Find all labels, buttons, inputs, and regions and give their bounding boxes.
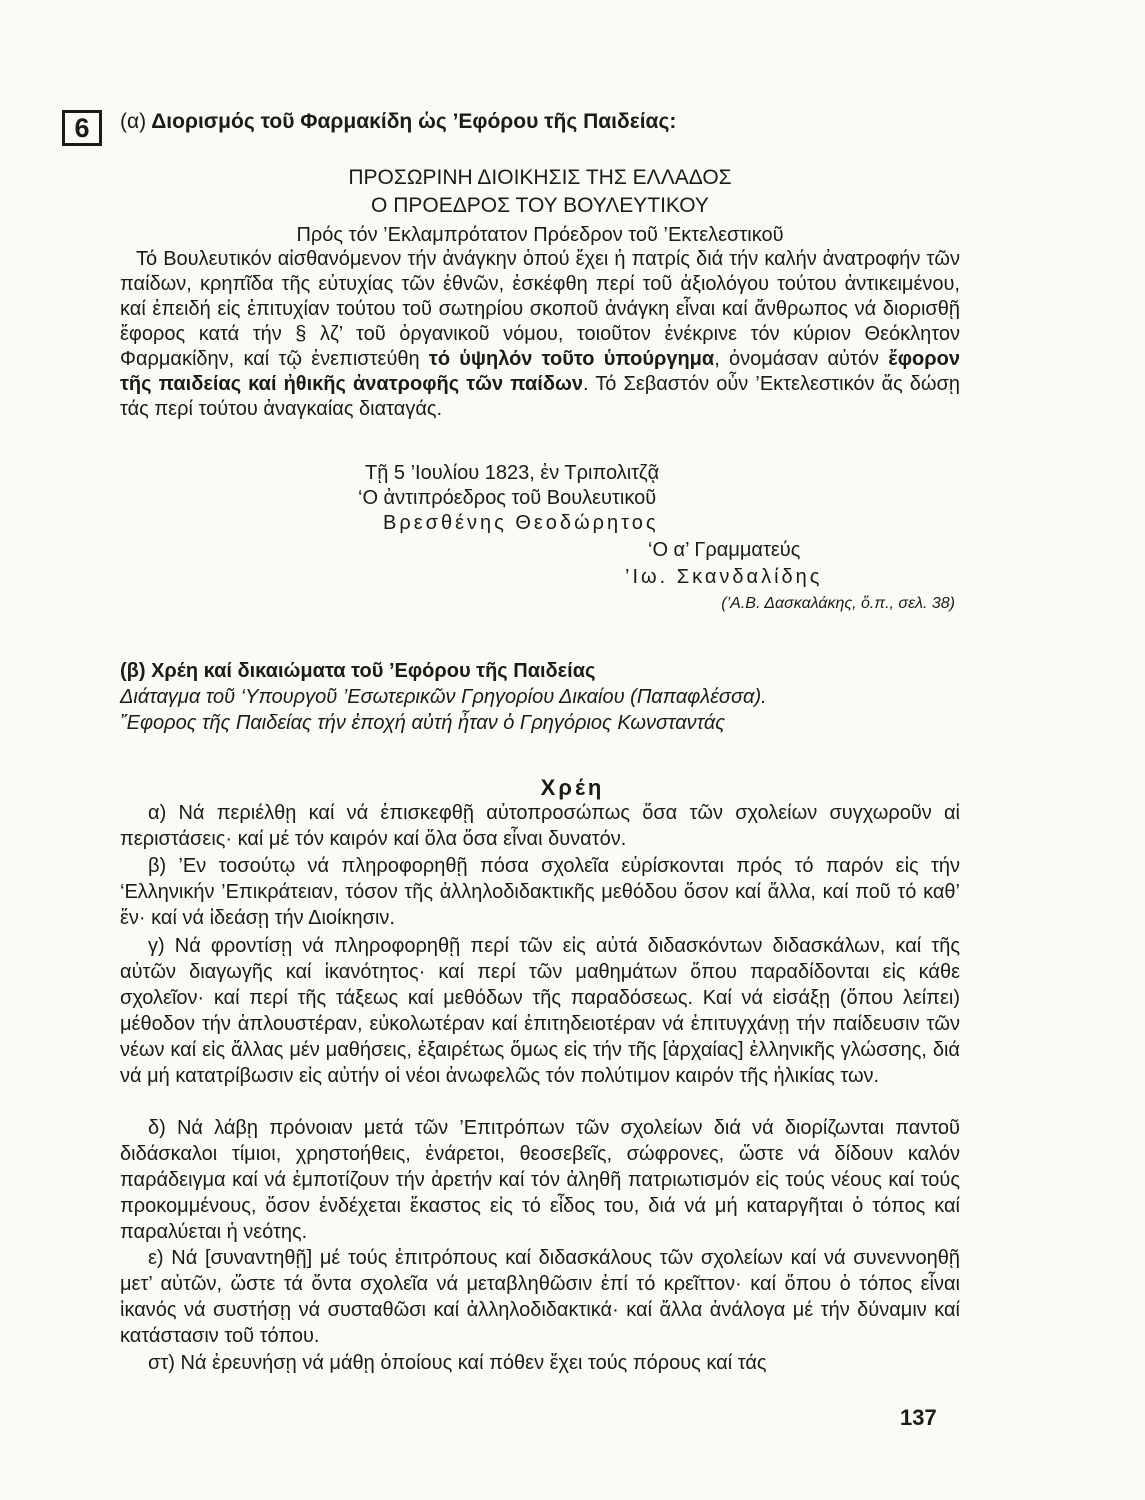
body-bold-2: ἔφορον τῆς παιδείας καί ἠθικῆς ἀνατροφῆς τῶν παίδων xyxy=(120,348,960,395)
section-number-box: 6 xyxy=(62,110,102,146)
date-line: Τῇ 5 ’Ιουλίου 1823, ἐν Τριπολιτζᾷ xyxy=(365,462,660,484)
section-b-subtitle-1: Διάταγμα τοῦ ‘Υπουργοῦ ’Εσωτερικῶν Γρηγορίου Δικαίου (Παπαφλέσσα). xyxy=(120,686,767,708)
body-bold-1: τό ὑψηλόν τοῦτο ὑπούργημα xyxy=(428,348,715,370)
section-a-title: Διορισμός τοῦ Φαρμακίδη ὡς ’Εφόρου τῆς Παιδείας: xyxy=(151,110,677,133)
section-a-label: (α) xyxy=(120,110,147,133)
body-text-3: . Τό Σεβαστόν οὖν ’Εκτελεστικόν ἄς δώσῃ τάς περί τούτου ἀναγκαίας διαταγάς. xyxy=(120,373,961,420)
section-b-title: (β) Χρέη καί δικαιώματα τοῦ ’Εφόρου τῆς Παιδείας xyxy=(120,660,596,682)
document-header-1: ΠΡΟΣΩΡΙΝΗ ΔΙΟΙΚΗΣΙΣ ΤΗΣ ΕΛΛΑΔΟΣ xyxy=(348,166,732,189)
signer-name: Βρεσθένης Θεοδώρητος xyxy=(383,512,659,534)
body-text-1: Τό Βουλευτικόν αἰσθανόμενον τήν ἀνάγκην ὁπού ἔχει ἡ πατρίς διά τήν καλήν ἀνατροφήν τῶν παίδων, κρηπῖδα τῆς εὐτυχίας τῶν ἐθνῶν, ἐσκέφθη περί τοῦ ἀξιολόγου τούτου ἀντικειμένου, καί ἐπειδή εἰς ἐπιτυχίαν τούτου τοῦ σωτηρίου σκοποῦ ἀνάγκη εἶναι καί ἄνθρωπος νά διορισθῇ ἔφορος κατά τήν § λζ’ τοῦ ὀργανικοῦ νόμου, τοιοῦτον ἐνέκρινε τόν κύριον Θεόκλητον Φαρμακίδην, καί τῷ ἐνεπιστεύθη xyxy=(120,248,960,370)
duty-item-a: α) Νά περιέλθῃ καί νά ἐπισκεφθῇ αὐτοπροσώπως ὅσα τῶν σχολείων συγχωροῦν αἱ περιστάσεις· καί μέ τόν καιρόν καί ὅλα ὅσα εἶναι δυνατόν. xyxy=(120,802,960,850)
duty-item-d: δ) Νά λάβῃ πρόνοιαν μετά τῶν ’Επιτρόπων τῶν σχολείων διά νά διορίζωνται παντοῦ διδάσκαλοι τίμιοι, χρηστοήθεις, ἐνάρετοι, θεοσεβεῖς, σώφρονες, ὥστε νά δίδουν καλόν παράδειγμα καί νά ἐμποτίζουν τήν ἀρετήν καί τόν ἀληθῆ πατριωτισμόν εἰς τούς νέους καί τούς προκομμένους, ὅσον ἐνδέχεται ἕκαστος εἰς τό εἶδος του, διά νά μή καταργῆται ὁ τόπος καί παραλύεται ἡ νεότης. xyxy=(120,1117,960,1243)
document-header-2: Ο ΠΡΟΕΔΡΟΣ ΤΟΥ ΒΟΥΛΕΥΤΙΚΟΥ xyxy=(371,194,709,217)
signer-title: ‘Ο ἀντιπρόεδρος τοῦ Βουλευτικοῦ xyxy=(358,487,657,509)
duty-item-b: β) ’Εν τοσούτῳ νά πληροφορηθῇ πόσα σχολεῖα εὑρίσκονται πρός τό παρόν εἰς τήν ‘Ελληνικήν ’Επικράτειαν, τόσον τῆς ἀλληλοδιδακτικῆς μεθόδου ὅσον καί ἄλλα, καί ποῦ τό καθ’ ἕν· καί νά ἰδεάσῃ τήν Διοίκησιν. xyxy=(120,855,960,929)
duty-item-c: γ) Νά φροντίσῃ νά πληροφορηθῇ περί τῶν εἰς αὐτά διδασκόντων διδασκάλων, καί τῆς αὐτῶν διαγωγῆς καί ἱκανότητος· καί περί τῶν μαθημάτων ὅπου παραδίδονται εἰς κάθε σχολεῖον· καί περί τῆς τάξεως καί μεθόδων τῆς παραδόσεως. Καί νά εἰσάξῃ (ὅπου λείπει) μέθοδον τήν ἁπλουστέραν, εὐκολωτέραν καί ἐπιτηδειοτέραν νά ἐπιτυγχάνῃ τήν παίδευσιν τῶν νέων καί εἰς ἄλλας μέν μαθήσεις, ἐξαιρέτως ὅμως εἰς τήν τῆς [ἀρχαίας] ἑλληνικῆς γλώσσης, διά νά μή κατατρίβωσιν εἰς αὐτήν οἱ νέοι ἀνωφελῶς τόν πολύτιμον καιρόν τῆς ἡλικίας των. xyxy=(120,935,960,1087)
secretary-name: ’Ιω. Σκανδαλίδης xyxy=(625,566,823,588)
body-text-2: , ὀνομάσαν αὐτόν xyxy=(714,348,889,370)
document-body xyxy=(120,247,960,422)
document-addressee: Πρός τόν ’Εκλαμπρότατον Πρόεδρον τοῦ ’Εκτελεστικοῦ xyxy=(296,224,784,246)
section-a-heading xyxy=(120,110,676,134)
citation: (’Α.Β. Δασκαλάκης, ὅ.π., σελ. 38) xyxy=(721,595,955,612)
duties-heading: Χρέη xyxy=(540,775,605,800)
section-b-subtitle-2: ῎Εφορος τῆς Παιδείας τήν ἐποχή αὐτή ἦταν ὁ Γρηγόριος Κωνσταντάς xyxy=(120,712,725,734)
page-number: 137 xyxy=(900,1405,937,1430)
secretary-title: ‘Ο α’ Γραμματεύς xyxy=(648,539,801,561)
duty-item-e: ε) Νά [συναντηθῇ] μέ τούς ἐπιτρόπους καί διδασκάλους τῶν σχολείων καί νά συνεννοηθῇ μετ’ αὐτῶν, ὥστε τά ὄντα σχολεῖα νά μεταβληθῶσιν ἐπί τό κρεῖττον· καί ὅπου ὁ τόπος εἶναι ἱκανός νά συστήσῃ νά συσταθῶσι καί ἀλληλοδιδακτικά· καί ἄλλα ἀνάλογα μέ τήν δύναμιν καί κατάστασιν τοῦ τόπου. xyxy=(120,1247,960,1347)
duty-item-st: στ) Νά ἐρευνήσῃ νά μάθῃ ὁποίους καί πόθεν ἔχει τούς πόρους καί τάς xyxy=(148,1352,767,1374)
